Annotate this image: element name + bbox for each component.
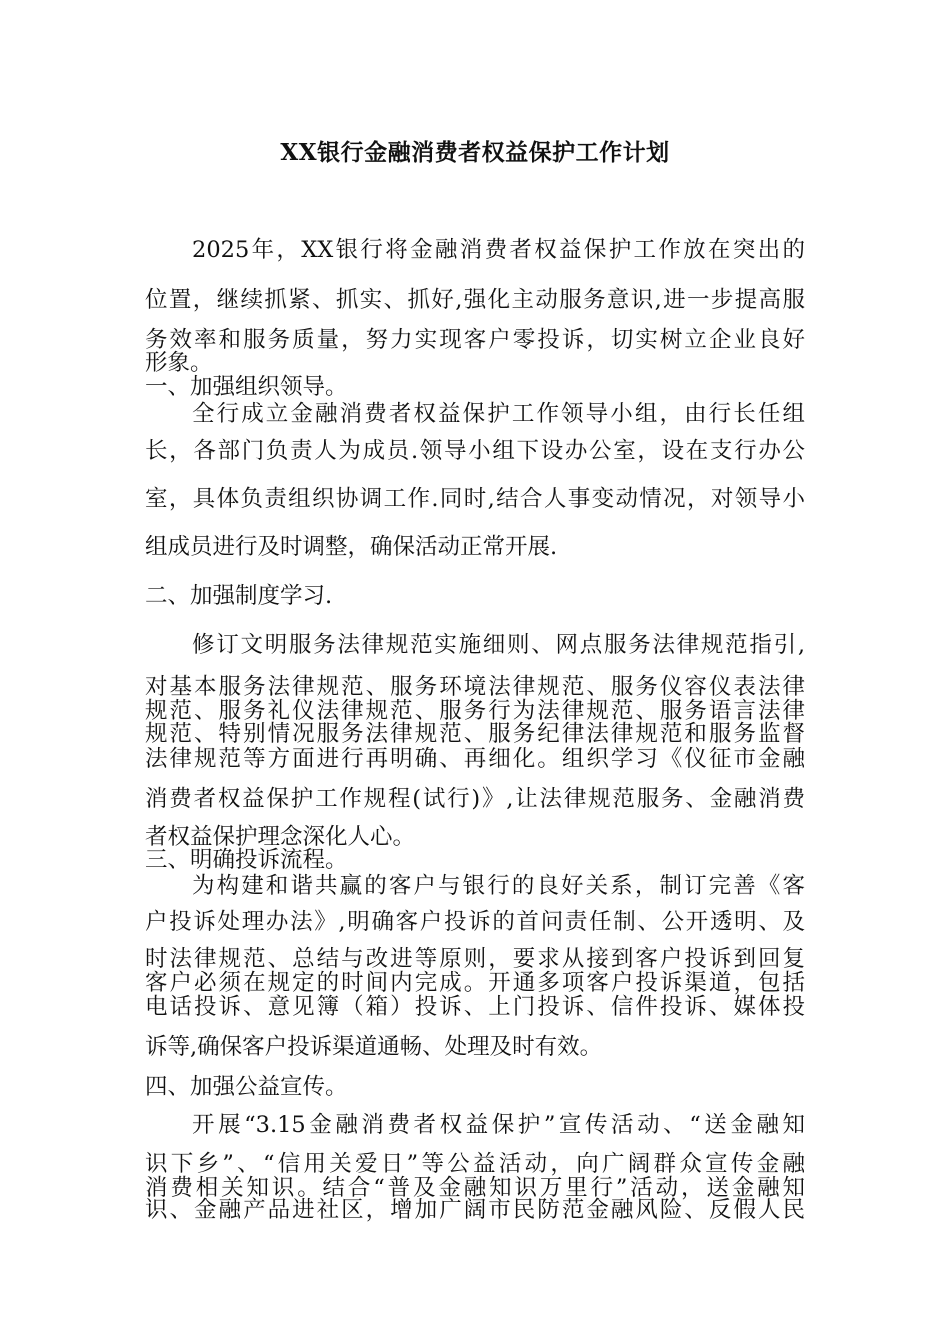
- section-heading: 四、加强公益宣传。: [145, 1074, 348, 1100]
- paragraph-line: 全行成立金融消费者权益保护工作领导小组，由行长任组: [192, 401, 805, 427]
- paragraph-line: 开展“3.15金融消费者权益保护”宣传活动、“送金融知: [192, 1112, 805, 1138]
- paragraph-line: 户投诉处理办法》,明确客户投诉的首问责任制、公开透明、及: [145, 909, 805, 935]
- paragraph-line: 时法律规范、总结与改进等原则，要求从接到客户投诉到回复: [145, 946, 805, 972]
- section-heading: 三、明确投诉流程。: [145, 847, 348, 873]
- paragraph-line: 形象。: [145, 350, 213, 376]
- paragraph-line: 室，具体负责组织协调工作.同时,结合人事变动情况，对领导小: [145, 486, 805, 512]
- paragraph-line: 2025年，XX银行将金融消费者权益保护工作放在突出的: [192, 237, 805, 263]
- paragraph-line: 消费相关知识。结合“普及金融知识万里行”活动，送金融知: [145, 1175, 805, 1201]
- section-heading: 一、加强组织领导。: [145, 374, 348, 400]
- paragraph-line: 为构建和谐共赢的客户与银行的良好关系，制订完善《客: [192, 873, 805, 899]
- paragraph-line: 修订文明服务法律规范实施细则、网点服务法律规范指引,: [192, 632, 805, 658]
- paragraph-line: 消费者权益保护工作规程(试行)》,让法律规范服务、金融消费: [145, 786, 805, 812]
- paragraph-line: 位置，继续抓紧、抓实、抓好,强化主动服务意识,进一步提高服: [145, 287, 805, 313]
- paragraph-line: 识、金融产品进社区，增加广阔市民防范金融风险、反假人民: [145, 1197, 805, 1223]
- paragraph-line: 电话投诉、意见簿（箱）投诉、上门投诉、信件投诉、媒体投: [145, 994, 805, 1020]
- paragraph-line: 对基本服务法律规范、服务环境法律规范、服务仪容仪表法律: [145, 674, 805, 700]
- paragraph-line: 法律规范等方面进行再明确、再细化。组织学习《仪征市金融: [145, 746, 805, 772]
- paragraph-line: 务效率和服务质量，努力实现客户零投诉，切实树立企业良好: [145, 327, 805, 353]
- paragraph-line: 识下乡”、“信用关爱日”等公益活动，向广阔群众宣传金融: [145, 1151, 805, 1177]
- paragraph-line: 客户必须在规定的时间内完成。开通多项客户投诉渠道，包括: [145, 970, 805, 996]
- paragraph-line: 诉等,确保客户投诉渠道通畅、处理及时有效。: [145, 1034, 603, 1060]
- paragraph-line: 长，各部门负责人为成员.领导小组下设办公室，设在支行办公: [145, 438, 805, 464]
- document-title: XX银行金融消费者权益保护工作计划: [280, 139, 670, 166]
- paragraph-line: 者权益保护理念深化人心。: [145, 824, 416, 850]
- paragraph-line: 规范、服务礼仪法律规范、服务行为法律规范、服务语言法律: [145, 698, 805, 724]
- paragraph-line: 规范、特别情况服务法律规范、服务纪律法律规范和服务监督: [145, 721, 805, 747]
- paragraph-line: 组成员进行及时调整，确保活动正常开展.: [145, 534, 558, 560]
- section-heading: 二、加强制度学习.: [145, 583, 333, 609]
